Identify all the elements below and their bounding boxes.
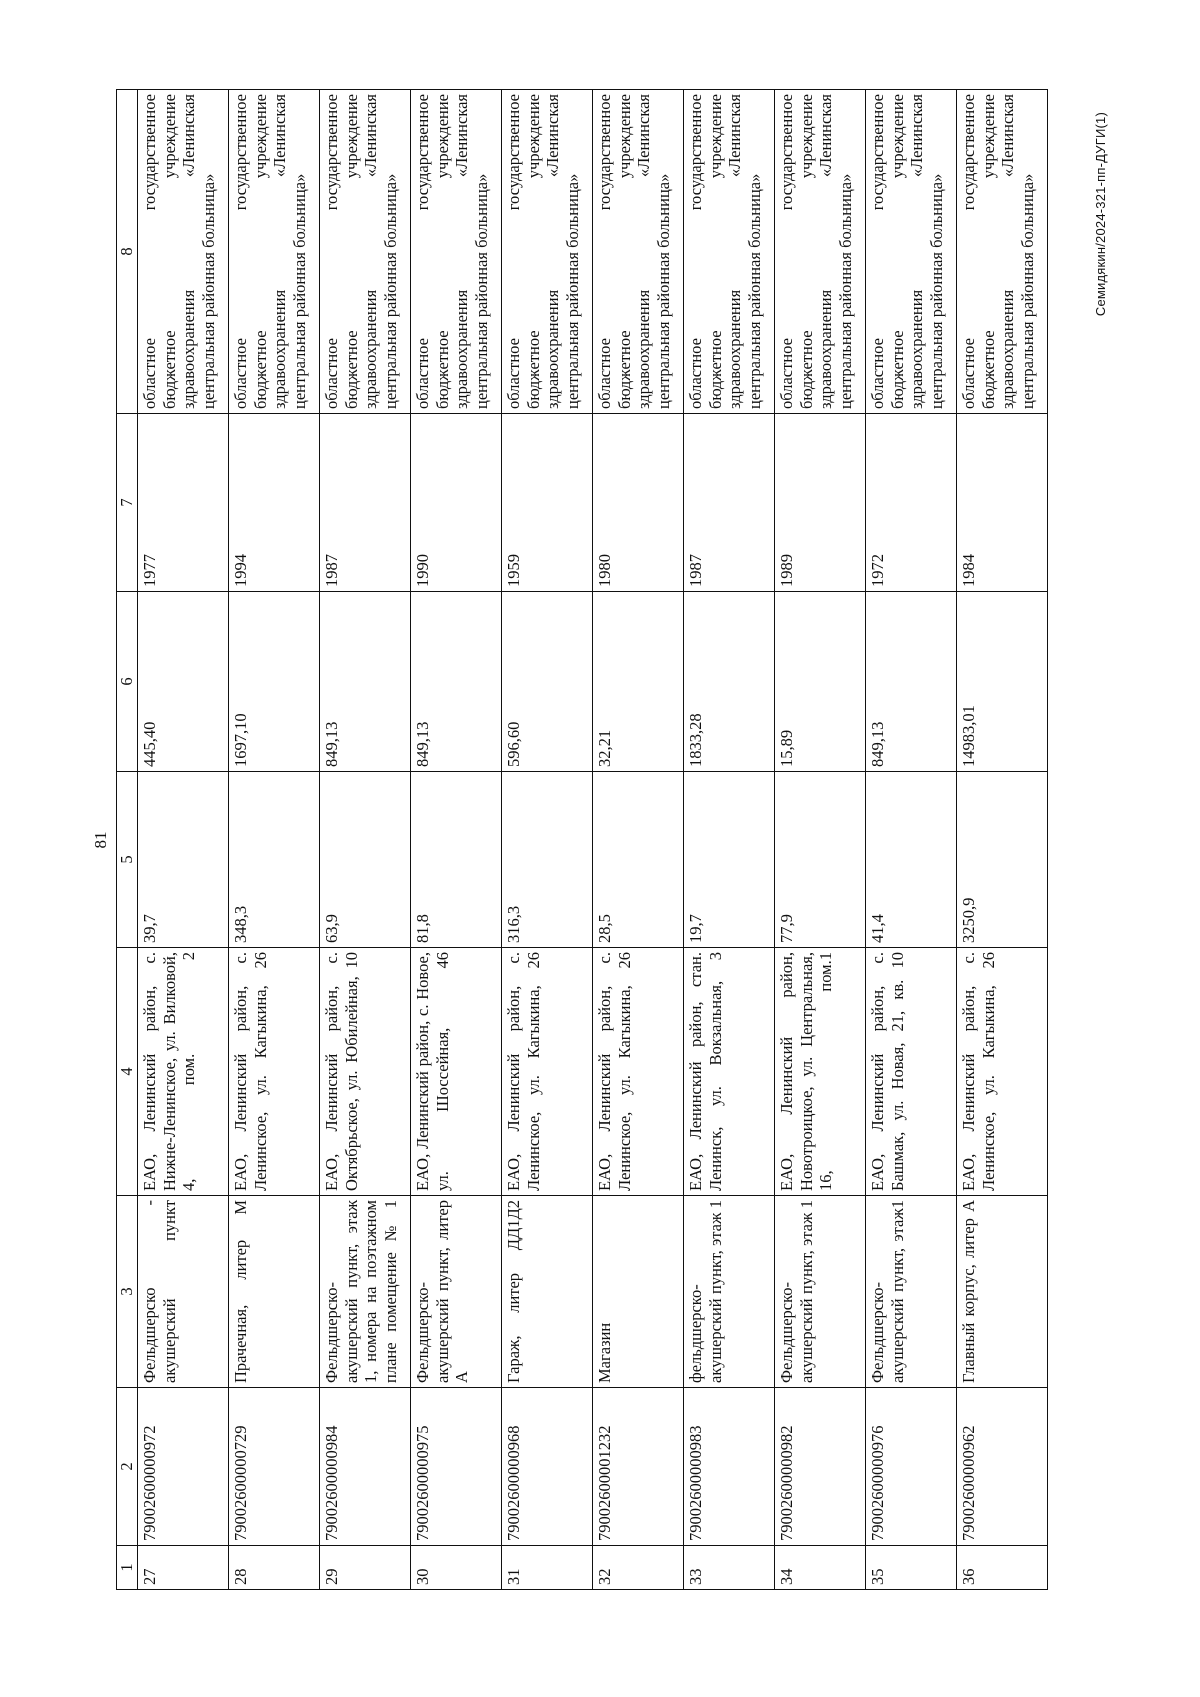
owner-line: центральная районная больница» — [471, 173, 491, 409]
object-name-cell: Фельдшерско - акушерский пункт — [138, 1196, 229, 1388]
owner-cell — [866, 90, 957, 414]
table-row — [775, 90, 866, 1590]
cadastral-number-cell: 790026000009​75 — [411, 1388, 502, 1546]
owner-cell — [411, 90, 502, 414]
owner-line: бюджетное учреждение — [887, 94, 907, 409]
owner-line: бюджетное учреждение — [341, 94, 361, 409]
column-header: 2 — [117, 1388, 138, 1546]
owner-line: бюджетное учреждение — [523, 94, 543, 409]
row-number-cell: 27 — [138, 1546, 229, 1590]
address-cell: ЕАО, Ленинский район, с. Ленинское, ул. Кагыкина, 26 — [502, 948, 593, 1196]
owner-cell — [684, 90, 775, 414]
area-cell: 348,3 — [229, 772, 320, 948]
cadastral-number-cell: 790026000009​72 — [138, 1388, 229, 1546]
object-name-cell: Главный корпус, литер А — [957, 1196, 1048, 1388]
area-cell: 28,5 — [593, 772, 684, 948]
row-number-cell: 34 — [775, 1546, 866, 1590]
object-name-cell: Прачечная, литер М — [229, 1196, 320, 1388]
value-cell: 1697,10 — [229, 592, 320, 772]
owner-line: бюджетное учреждение — [705, 94, 725, 409]
owner-line: здравоохранения «Ленинская — [361, 94, 380, 409]
table-row — [593, 90, 684, 1590]
cadastral-number-cell: 790026000012​32 — [593, 1388, 684, 1546]
owner-line: бюджетное учреждение — [796, 94, 816, 409]
value-cell: 1833,28 — [684, 592, 775, 772]
rotated-document-sheet — [90, 90, 1200, 1590]
owner-cell — [593, 90, 684, 414]
owner-cell — [229, 90, 320, 414]
address-cell: ЕАО, Ленинский район, с. Ленинское, ул. Кагыкина, 26 — [229, 948, 320, 1196]
owner-line: здравоохранения «Ленинская — [816, 94, 835, 409]
value-cell: 445,40 — [138, 592, 229, 772]
table-row — [684, 90, 775, 1590]
object-name-cell: Фельдшерско-акушерский пункт, этаж1 — [866, 1196, 957, 1388]
row-number-cell: 31 — [502, 1546, 593, 1590]
owner-cell — [775, 90, 866, 414]
owner-line: центральная районная больница» — [926, 173, 946, 409]
cadastral-number-cell: 790026000009​76 — [866, 1388, 957, 1546]
object-name-cell: Фельдшерско-акушерский пункт, этаж 1 — [775, 1196, 866, 1388]
owner-line: центральная районная больница» — [744, 173, 764, 409]
table-body — [117, 90, 1048, 1590]
owner-line: здравоохранения «Ленинская — [543, 94, 562, 409]
owner-line: здравоохранения «Ленинская — [634, 94, 653, 409]
owner-line: бюджетное учреждение — [614, 94, 634, 409]
address-cell: ЕАО, Ленинский район, стан. Ленинск, ул. Вокзальная, 3 — [684, 948, 775, 1196]
cadastral-number-cell: 790026000009​83 — [684, 1388, 775, 1546]
owner-cell — [320, 90, 411, 414]
owner-line: центральная районная больница» — [198, 173, 218, 409]
year-cell: 1994 — [229, 414, 320, 592]
table-row — [502, 90, 593, 1590]
table-row — [411, 90, 502, 1590]
column-header: 7 — [117, 414, 138, 592]
cadastral-number-cell: 790026000009​62 — [957, 1388, 1048, 1546]
object-name-cell: Магазин — [593, 1196, 684, 1388]
value-cell: 32,21 — [593, 592, 684, 772]
document-footer-code: Семидякин/2024-321-пп-ДУГИ(1) — [1093, 112, 1108, 317]
address-cell: ЕАО, Ленинский район, с. Октябрьское, ул. Юбилейная, 10 — [320, 948, 411, 1196]
area-cell: 77,9 — [775, 772, 866, 948]
owner-line: здравоохранения «Ленинская — [725, 94, 744, 409]
owner-line: областное государственное — [413, 94, 432, 409]
year-cell: 1989 — [775, 414, 866, 592]
cadastral-number-cell: 790026000009​82 — [775, 1388, 866, 1546]
year-cell: 1987 — [320, 414, 411, 592]
owner-line: бюджетное учреждение — [432, 94, 452, 409]
year-cell: 1977 — [138, 414, 229, 592]
address-cell: ЕАО, Ленинский район, Новотроицкое, ул. Центральная, 16, пом.1 — [775, 948, 866, 1196]
row-number-cell: 28 — [229, 1546, 320, 1590]
owner-line: центральная районная больница» — [562, 173, 582, 409]
value-cell: 15,89 — [775, 592, 866, 772]
year-cell: 1984 — [957, 414, 1048, 592]
owner-line: центральная районная больница» — [653, 173, 673, 409]
owner-line: здравоохранения «Ленинская — [998, 94, 1017, 409]
year-cell: 1959 — [502, 414, 593, 592]
area-cell: 81,8 — [411, 772, 502, 948]
column-header: 6 — [117, 592, 138, 772]
table-row — [866, 90, 957, 1590]
address-cell: ЕАО, Ленинский район, с. Ленинское, ул. Кагыкина, 26 — [957, 948, 1048, 1196]
row-number-cell: 29 — [320, 1546, 411, 1590]
owner-line: центральная районная больница» — [289, 173, 309, 409]
area-cell: 39,7 — [138, 772, 229, 948]
address-cell: ЕАО, Ленинский район, с. Новое, ул. Шоссейная, 46 — [411, 948, 502, 1196]
owner-line: бюджетное учреждение — [978, 94, 998, 409]
owner-line: областное государственное — [686, 94, 705, 409]
column-number-row — [117, 90, 138, 1590]
object-name-cell: Гараж, литер ДД1Д2 — [502, 1196, 593, 1388]
area-cell: 19,7 — [684, 772, 775, 948]
owner-line: областное государственное — [777, 94, 796, 409]
column-header: 3 — [117, 1196, 138, 1388]
owner-line: здравоохранения «Ленинская — [179, 94, 198, 409]
object-name-cell: фельдшерско-акушерский пункт, этаж 1 — [684, 1196, 775, 1388]
owner-cell — [957, 90, 1048, 414]
value-cell: 849,13 — [866, 592, 957, 772]
owner-line: здравоохранения «Ленинская — [907, 94, 926, 409]
owner-cell — [138, 90, 229, 414]
owner-line: областное государственное — [959, 94, 978, 409]
year-cell: 1990 — [411, 414, 502, 592]
value-cell: 596,60 — [502, 592, 593, 772]
row-number-cell: 36 — [957, 1546, 1048, 1590]
column-header: 5 — [117, 772, 138, 948]
table-row — [229, 90, 320, 1590]
page-number: 81 — [91, 831, 110, 849]
year-cell: 1972 — [866, 414, 957, 592]
owner-line: областное государственное — [231, 94, 250, 409]
area-cell: 3250,9 — [957, 772, 1048, 948]
owner-line: областное государственное — [504, 94, 523, 409]
property-table — [116, 89, 1048, 1590]
area-cell: 316,3 — [502, 772, 593, 948]
year-cell: 1987 — [684, 414, 775, 592]
area-cell: 63,9 — [320, 772, 411, 948]
column-header: 1 — [117, 1546, 138, 1590]
owner-line: центральная районная больница» — [380, 173, 400, 409]
address-cell: ЕАО, Ленинский район, с. Нижне-Ленинское, ул. Вилковой, 4, пом. 2 — [138, 948, 229, 1196]
table-row — [957, 90, 1048, 1590]
object-name-cell: Фельдшерско-акушерский пункт, литер А — [411, 1196, 502, 1388]
owner-line: центральная районная больница» — [835, 173, 855, 409]
year-cell: 1980 — [593, 414, 684, 592]
row-number-cell: 33 — [684, 1546, 775, 1590]
owner-line: здравоохранения «Ленинская — [270, 94, 289, 409]
object-name-cell: Фельдшерско-акушерский пункт, этаж 1, номера на поэтажном плане помещение № 1 — [320, 1196, 411, 1388]
owner-line: бюджетное учреждение — [250, 94, 270, 409]
address-cell: ЕАО, Ленинский район, с. Башмак, ул. Новая, 21, кв. 10 — [866, 948, 957, 1196]
cadastral-number-cell: 790026000009​84 — [320, 1388, 411, 1546]
cadastral-number-cell: 790026000009​68 — [502, 1388, 593, 1546]
address-cell: ЕАО, Ленинский район, с. Ленинское, ул. Кагыкина, 26 — [593, 948, 684, 1196]
row-number-cell: 35 — [866, 1546, 957, 1590]
area-cell: 41,4 — [866, 772, 957, 948]
value-cell: 849,13 — [320, 592, 411, 772]
owner-line: областное государственное — [140, 94, 159, 409]
owner-line: бюджетное учреждение — [159, 94, 179, 409]
owner-line: областное государственное — [868, 94, 887, 409]
owner-cell — [502, 90, 593, 414]
owner-line: областное государственное — [322, 94, 341, 409]
value-cell: 849,13 — [411, 592, 502, 772]
row-number-cell: 32 — [593, 1546, 684, 1590]
table-row — [320, 90, 411, 1590]
column-header: 4 — [117, 948, 138, 1196]
owner-line: центральная районная больница» — [1017, 173, 1037, 409]
owner-line: здравоохранения «Ленинская — [452, 94, 471, 409]
value-cell: 14983,01 — [957, 592, 1048, 772]
cadastral-number-cell: 790026000007​29 — [229, 1388, 320, 1546]
table-row — [138, 90, 229, 1590]
owner-line: областное государственное — [595, 94, 614, 409]
column-header: 8 — [117, 90, 138, 414]
row-number-cell: 30 — [411, 1546, 502, 1590]
